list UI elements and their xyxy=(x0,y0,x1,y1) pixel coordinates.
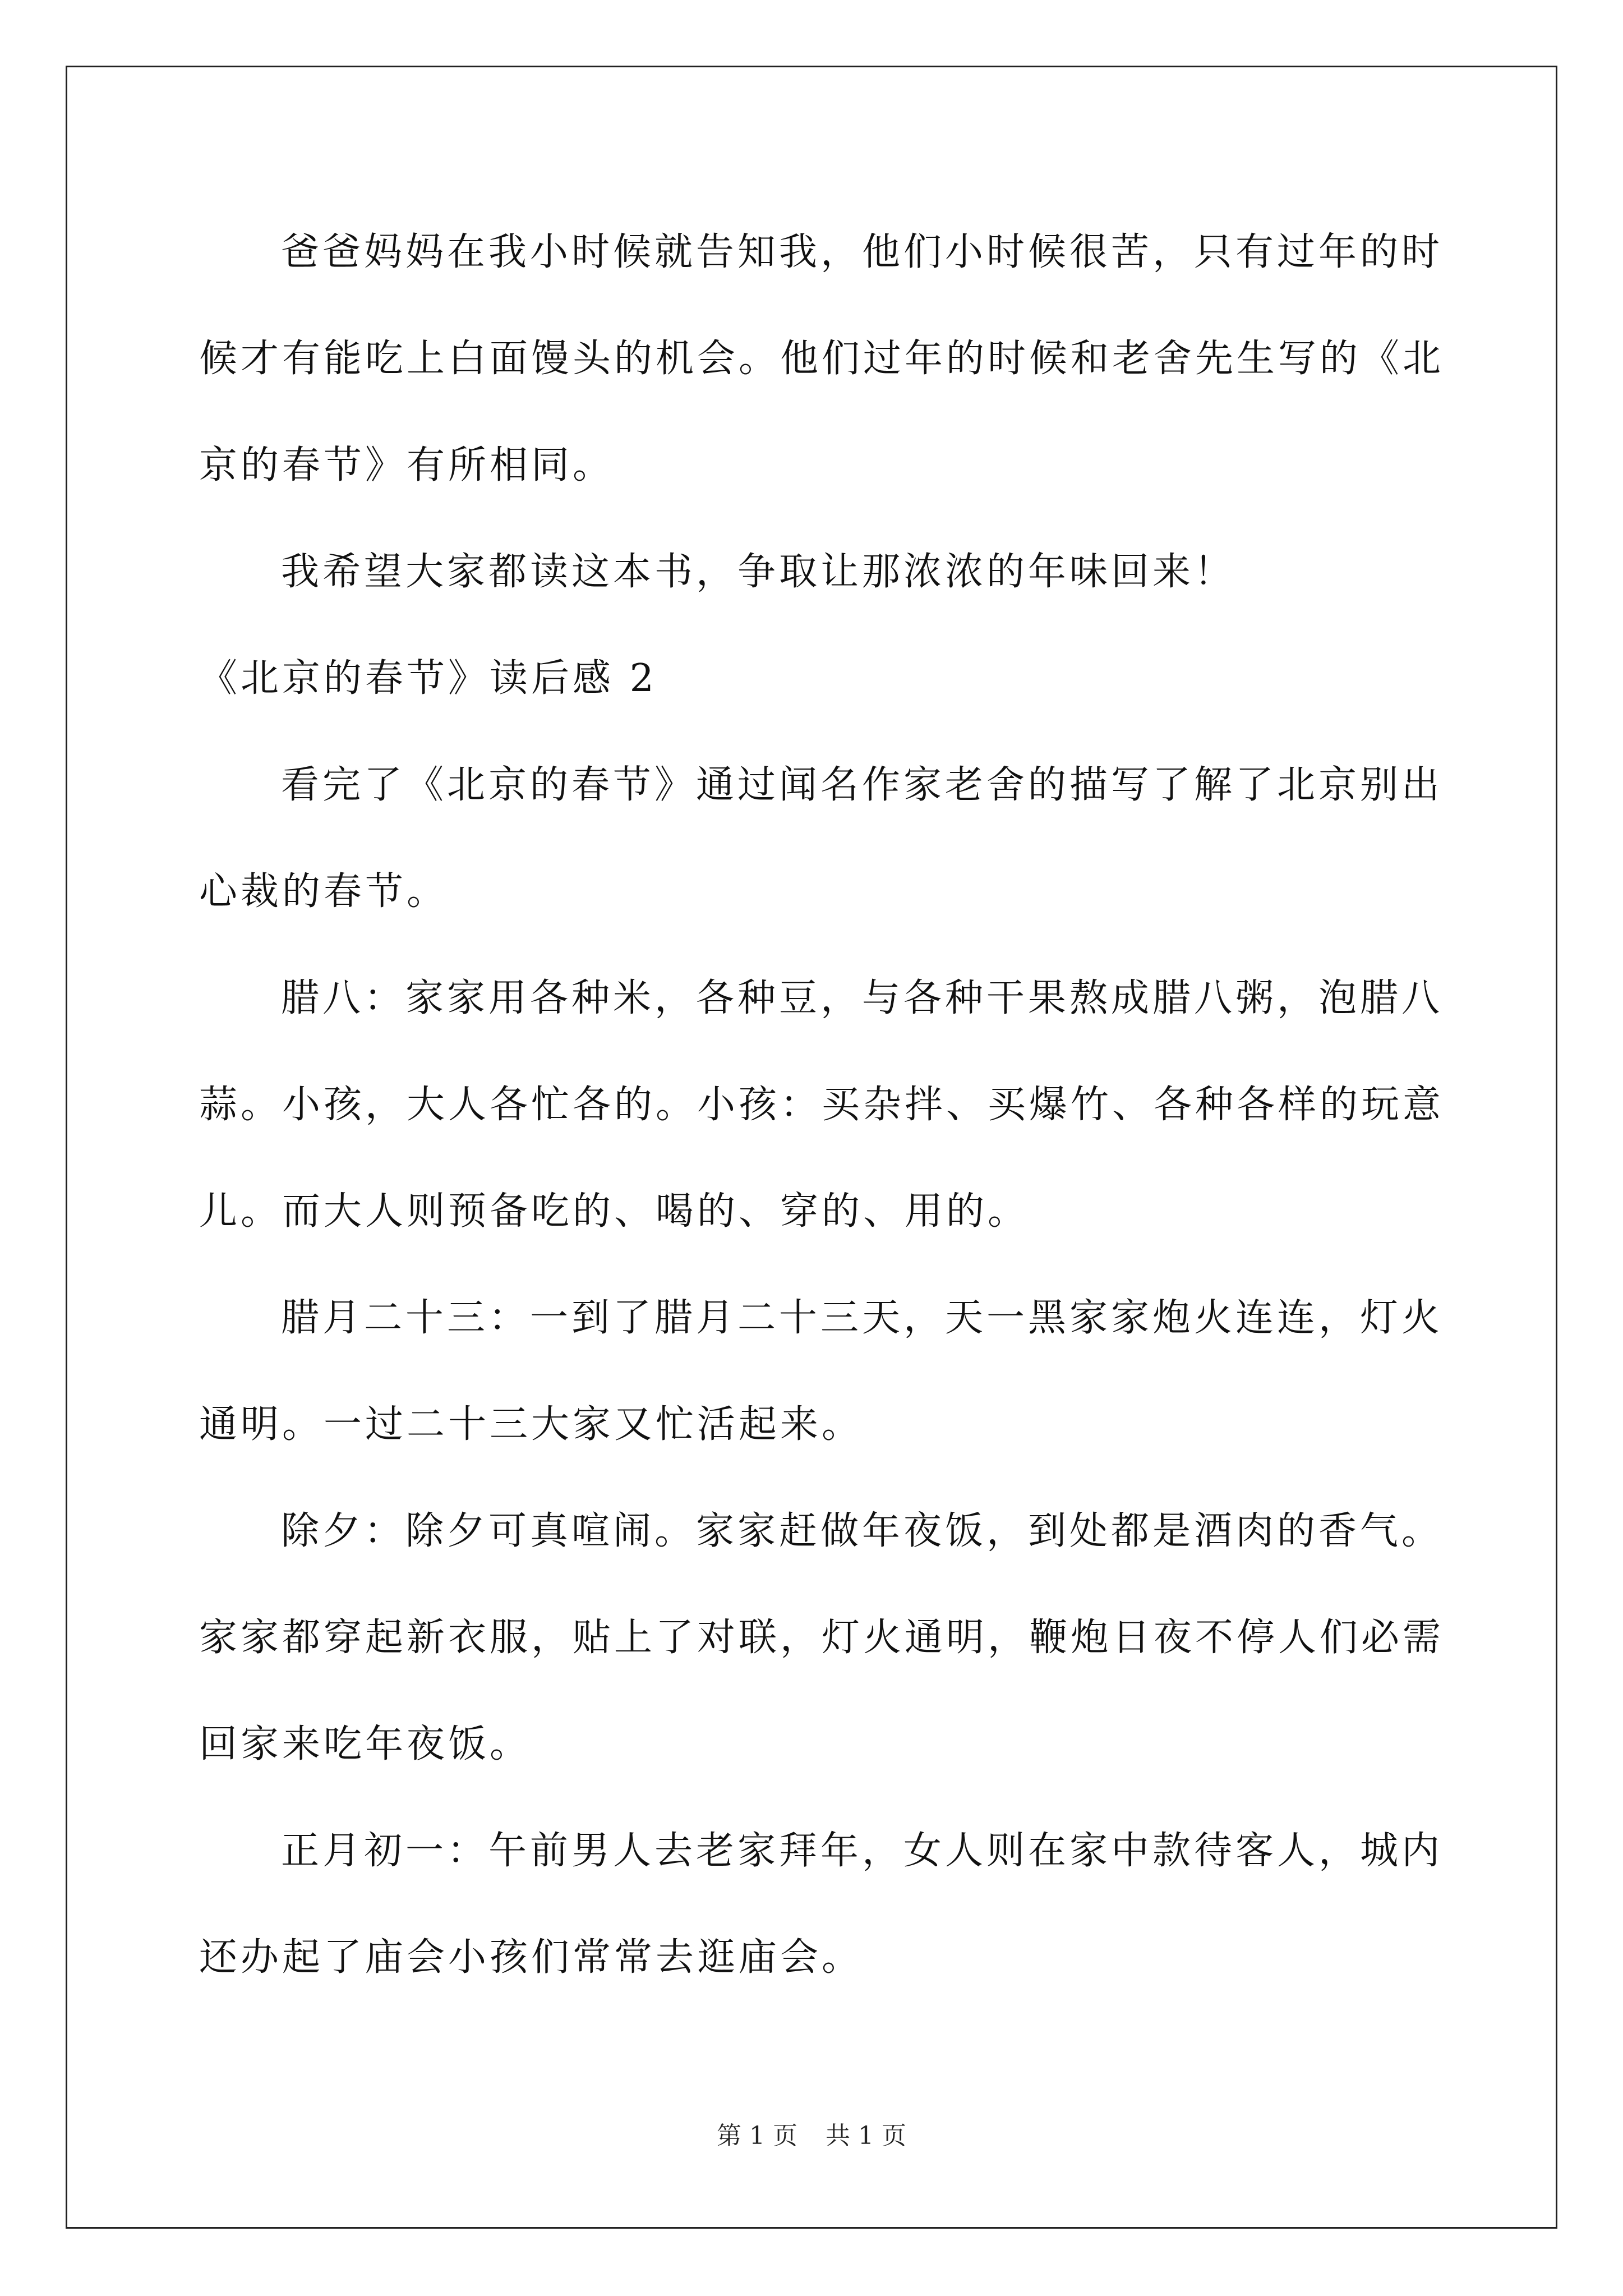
section-heading: 《北京的春节》读后感 2 xyxy=(199,656,657,701)
paragraph-line: 正月初一：午前男人去老家拜年，女人则在家中款待客人，城内 xyxy=(281,1829,1444,1873)
paragraph-line: 候才有能吃上白面馒头的机会。他们过年的时候和老舍先生写的《北 xyxy=(199,337,1445,381)
paragraph xyxy=(199,1798,1444,2011)
paragraph-line: 儿。而大人则预备吃的、喝的、穿的、用的。 xyxy=(199,1189,1030,1234)
page-total: 共 1 页 xyxy=(826,2122,906,2150)
paragraph xyxy=(199,1478,1445,1798)
paragraph xyxy=(199,1265,1444,1478)
paragraph-line: 除夕：除夕可真喧闹。家家赶做年夜饭，到处都是酒肉的香气。 xyxy=(281,1509,1444,1553)
paragraph-line: 心裁的春节。 xyxy=(199,869,449,914)
page-footer xyxy=(0,2119,1623,2153)
paragraph xyxy=(199,519,1422,625)
paragraph-line: 看完了《北京的春节》通过闻名作家老舍的描写了解了北京别出 xyxy=(281,763,1444,807)
paragraph xyxy=(199,732,1444,945)
paragraph-line: 家家都穿起新衣服，贴上了对联，灯火通明，鞭炮日夜不停人们必需 xyxy=(199,1616,1445,1660)
document-body xyxy=(199,199,1445,2011)
paragraph-line: 回家来吃年夜饭。 xyxy=(199,1722,532,1766)
paragraph xyxy=(199,199,1445,519)
paragraph-line: 蒜。小孩，大人各忙各的。小孩：买杂拌、买爆竹、各种各样的玩意 xyxy=(199,1083,1445,1127)
paragraph-line: 还办起了庙会小孩们常常去逛庙会。 xyxy=(199,1935,864,1980)
paragraph-line: 腊八：家家用各种米，各种豆，与各种干果熬成腊八粥，泡腊八 xyxy=(281,976,1444,1020)
paragraph-line: 通明。一过二十三大家又忙活起来。 xyxy=(199,1402,864,1447)
paragraph-line: 爸爸妈妈在我小时候就告知我，他们小时候很苦，只有过年的时 xyxy=(281,230,1444,274)
paragraph-line: 我希望大家都读这本书，争取让那浓浓的年味回来！ xyxy=(281,550,1236,594)
page-number: 第 1 页 xyxy=(717,2122,797,2150)
paragraph-line: 腊月二十三：一到了腊月二十三天，天一黑家家炮火连连，灯火 xyxy=(281,1296,1444,1340)
paragraph-line: 京的春节》有所相同。 xyxy=(199,443,615,487)
paragraph xyxy=(199,945,1445,1265)
